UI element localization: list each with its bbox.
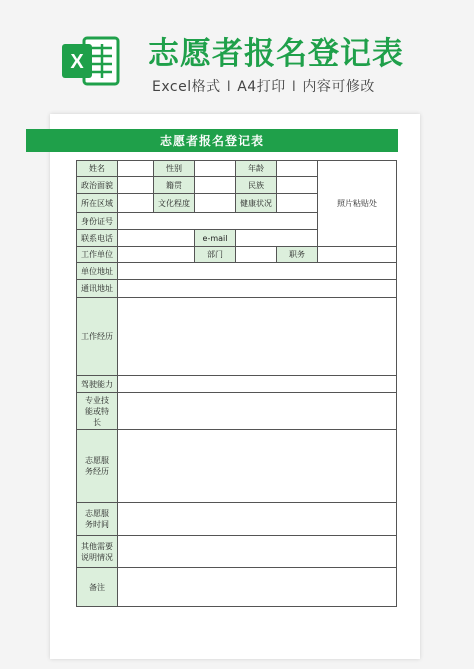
label-employer-address: 单位地址: [76, 262, 118, 280]
excel-logo-icon: [60, 30, 122, 92]
field-name[interactable]: [117, 160, 154, 177]
field-service-time[interactable]: [117, 502, 397, 536]
label-political: 政治面貌: [76, 176, 118, 194]
field-region[interactable]: [117, 193, 154, 213]
photo-area[interactable]: 照片粘贴处: [317, 160, 397, 247]
format-label: Excel格式: [152, 79, 221, 95]
label-native: 籍贯: [153, 176, 195, 194]
field-gender[interactable]: [194, 160, 236, 177]
document-subtitle: [152, 76, 375, 96]
print-label: A4打印: [237, 79, 286, 95]
field-education[interactable]: [194, 193, 236, 213]
label-department: 部门: [194, 246, 236, 263]
label-age: 年龄: [235, 160, 277, 177]
field-age[interactable]: [276, 160, 318, 177]
label-service-history: 志愿服务经历: [76, 429, 118, 503]
field-email[interactable]: [235, 229, 318, 247]
label-work-history: 工作经历: [76, 297, 118, 376]
form-title: 志愿者报名登记表: [26, 129, 398, 152]
label-employer: 工作单位: [76, 246, 118, 263]
label-id-number: 身份证号: [76, 212, 118, 230]
field-native[interactable]: [194, 176, 236, 194]
field-department[interactable]: [235, 246, 277, 263]
editable-label: 内容可修改: [302, 79, 375, 95]
field-other-needs[interactable]: [117, 535, 397, 568]
label-skills: 专业技能或特长: [76, 392, 118, 430]
field-political[interactable]: [117, 176, 154, 194]
separator: I: [291, 79, 297, 95]
label-name: 姓名: [76, 160, 118, 177]
field-skills[interactable]: [117, 392, 397, 430]
label-position: 职务: [276, 246, 318, 263]
svg-text:X: X: [70, 51, 84, 73]
field-remarks[interactable]: [117, 567, 397, 607]
label-email: e-mail: [194, 229, 236, 247]
field-employer-address[interactable]: [117, 262, 397, 280]
label-education: 文化程度: [153, 193, 195, 213]
label-region: 所在区域: [76, 193, 118, 213]
field-service-history[interactable]: [117, 429, 397, 503]
label-health: 健康状况: [235, 193, 277, 213]
field-id-number[interactable]: [117, 212, 318, 230]
label-service-time: 志愿服务时间: [76, 502, 118, 536]
document-title: 志愿者报名登记表: [148, 36, 404, 72]
label-phone: 联系电话: [76, 229, 118, 247]
label-ethnicity: 民族: [235, 176, 277, 194]
field-health[interactable]: [276, 193, 318, 213]
field-position[interactable]: [317, 246, 397, 263]
field-work-history[interactable]: [117, 297, 397, 376]
label-gender: 性别: [153, 160, 195, 177]
field-phone[interactable]: [117, 229, 195, 247]
field-mailing-address[interactable]: [117, 279, 397, 298]
label-remarks: 备注: [76, 567, 118, 607]
field-ethnicity[interactable]: [276, 176, 318, 194]
label-driving: 驾驶能力: [76, 375, 118, 393]
field-driving[interactable]: [117, 375, 397, 393]
label-other-needs: 其他需要说明情况: [76, 535, 118, 568]
field-employer[interactable]: [117, 246, 195, 263]
label-mailing-address: 通讯地址: [76, 279, 118, 298]
separator: I: [226, 79, 232, 95]
page-header: [0, 0, 474, 110]
